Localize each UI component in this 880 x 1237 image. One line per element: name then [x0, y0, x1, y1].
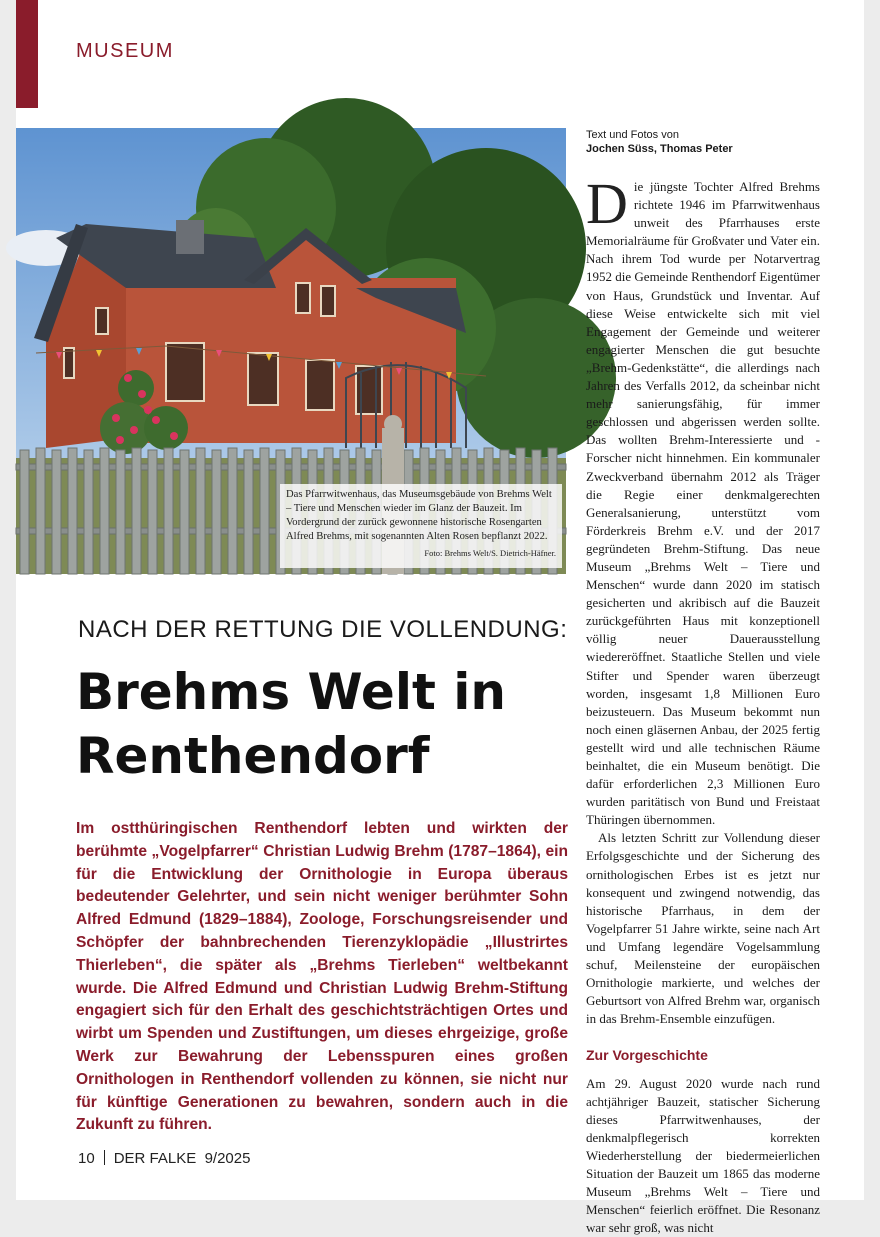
photo-credit: Foto: Brehms Welt/S. Dietrich-Häfner.: [424, 546, 556, 560]
article-photo: [16, 128, 566, 574]
page-number: 10: [78, 1150, 95, 1167]
article-kicker: NACH DER RETTUNG DIE VOLLENDUNG:: [78, 616, 567, 644]
magazine-page: [16, 0, 864, 1200]
body-paragraph-3: Am 29. August 2020 wurde nach rund achtjähriger Bauzeit, statischer Sicherung dieses Pfarrwitwenhauses, der denkmalpflegerisch korrekten Wiederherstellung der biedermeierlichen Situation der Bauzeit um 1865 das moderne Museum „Brehms Welt – Tiere und Menschen“ feierlich eröffnet. Die Resonanz war sehr groß, was nicht: [586, 1075, 820, 1237]
body-paragraph-1: [586, 178, 820, 829]
headline-line-1: Brehms Welt in: [76, 660, 576, 724]
body-column: [586, 178, 820, 1237]
body-paragraph-1-text: ie jüngste Tochter Alfred Brehms richtete 1946 im Pfarrwitwenhaus unweit des Pfarrhauses erste Memorialräume für Großvater und Vater ein. Nach ihrem Tod wurde per Notarvertrag 1952 die Gemeinde Renthendorf Eigentümer von Haus, Grundstück und Inventar. Auf diese Weise entwickelte sich mit viel Engagement der Gemeinde und weiterer engagierter Menschen die gut besuchte „Brehm-Gedenkstätte“, die allerdings nach Jahren des Verfalls 2012, da scheinbar nicht mehr sanierungsfähig, für immer geschlossen und abgerissen werden sollte. Das wollten Brehm-Interessierte und -Forscher nicht hinnehmen. Ein kommunaler Zweckverband übernahm 2012 als Träger die Regie einer denkmalgerechten Generalsanierung, unterstützt vom Förderkreis Brehm e.V. und der 2017 gegründeten Brehm-Stiftung. Das neue Museum „Brehms Welt – Tiere und Menschen“ wurde dann 2020 im statisch gesicherten und akribisch auf die Bauzeit zurückgeführten Haus mit konzeptionell völlig neuer Dauerausstellung wiedereröffnet. Staatliche Stellen und viele Stifter und Spender waren überzeugt worden, insgesamt 1,8 Millionen Euro beizusteuern. Das Museum bekommt nun noch einen gläsernen Anbau, der 2025 fertig gestellt wird und alle technischen Räume beinhaltet, die ein Museum benötigt. Die dafür erforderlichen 2,3 Millionen Euro wurden paritätisch von Bund und Freistaat Thüringen übernommen.: [586, 179, 820, 827]
author-credits: [586, 128, 826, 156]
drop-cap: D: [586, 181, 628, 227]
article-headline: [76, 660, 576, 788]
credits-intro: Text und Fotos von: [586, 128, 826, 142]
article-lead: Im ostthüringischen Renthendorf lebten und wirkten der berühmte „Vogelpfarrer“ Christian Ludwig Brehm (1787–1864), ein für die Entwicklung der Ornithologie in Europa überaus bedeutender Gelehrter, und sein nicht weniger berühmter Sohn Alfred Edmund (1829–1884), Zoologe, Forschungsreisender und Schöpfer der bahnbrechenden Tierenzyklopädie „Illustrirtes Thierleben“, die später als „Brehms Tierleben“ weltbekannt wurde. Die Alfred Edmund und Christian Ludwig Brehm-Stiftung engagiert sich für den Erhalt des geschichtsträchtigen Ortes und wirbt um Spenden und Zustiftungen, um dieses ehrgeizige, große Werk zur Bewahrung der Lebensspuren eines großen Ornithologen in Renthendorf vollenden zu können, sie nicht nur für künftige Generationen zu bewahren, sondern auch in die Zukunft zu führen.: [76, 818, 568, 1137]
page-footer: [78, 1150, 250, 1167]
footer-divider: [104, 1150, 105, 1165]
issue-number: 9/2025: [205, 1150, 251, 1167]
author-names: Jochen Süss, Thomas Peter: [586, 142, 826, 156]
photo-caption-text: Das Pfarrwitwenhaus, das Museumsgebäude von Brehms Welt – Tiere und Menschen wieder im Glanz der Bauzeit. Im Vordergrund der zurück gewonnene historische Rosengarten Alfred Brehms, mit sogenannten Alten Rosen bepflanzt 2022.: [286, 489, 552, 542]
body-paragraph-2: Als letzten Schritt zur Vollendung dieser Erfolgsgeschichte und der Sicherung des ornithologischen Erbes ist es jetzt nur konsequent und zwingend notwendig, das historische Pfarrhaus, in dem der Vogelpfarrer 51 Jahre wirkte, seine nach Art und Umfang legendäre Vogelsammlung schuf, Meilensteine der europäischen Ornithologie markierte, und welches der Geburtsort von Alfred Brehm war, organisch in das Brehm-Ensemble einzufügen.: [586, 829, 820, 1028]
headline-line-2: Renthendorf: [76, 724, 576, 788]
photo-caption: [280, 484, 562, 568]
section-label: MUSEUM: [76, 40, 174, 63]
section-color-bar: [16, 0, 38, 108]
section-subhead: Zur Vorgeschichte: [586, 1046, 820, 1064]
magazine-name: DER FALKE: [114, 1150, 197, 1167]
